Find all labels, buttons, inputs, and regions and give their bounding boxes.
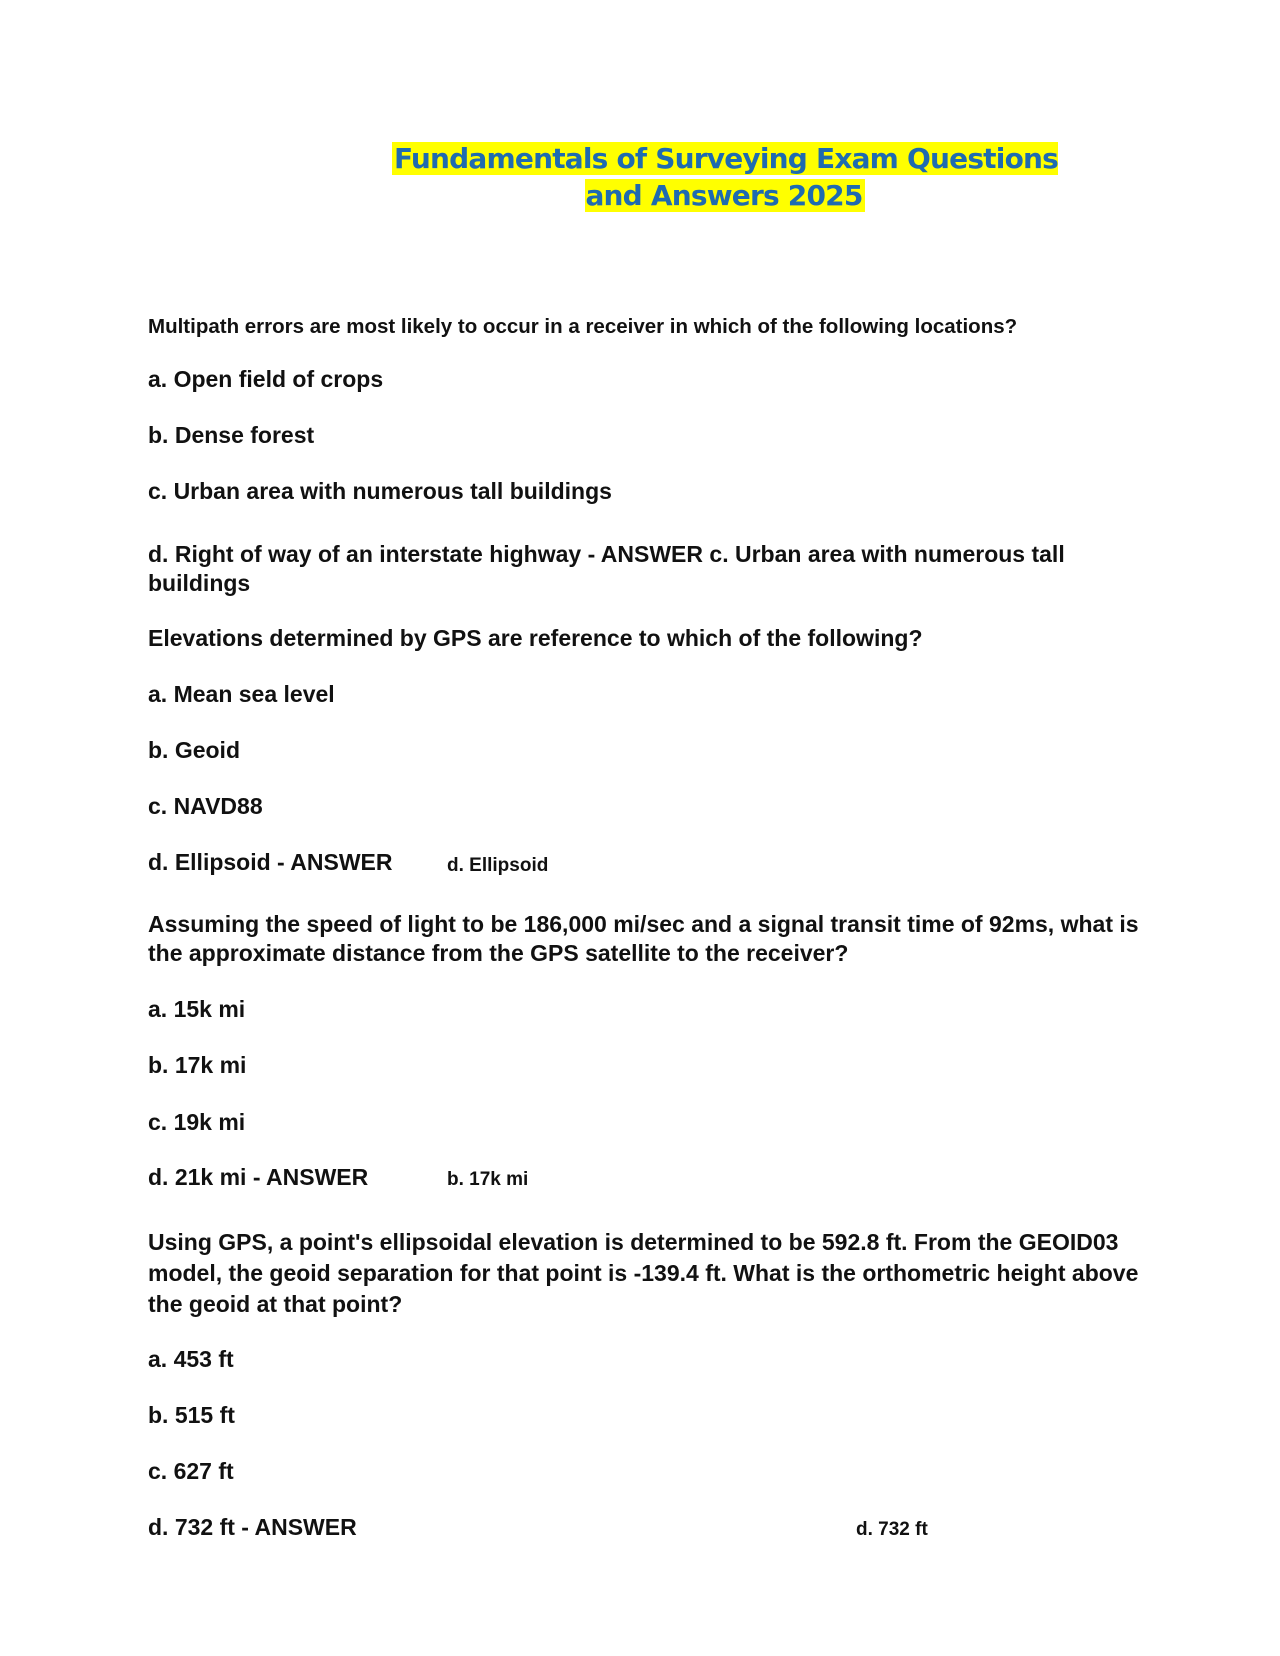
question-4-option-d: d. 732 ft - ANSWER xyxy=(148,1514,357,1540)
question-1-option-b: b. Dense forest xyxy=(148,422,315,448)
question-1-option-d-answer: d. Right of way of an interstate highway - ANSWER c. Urban area with numerous tall buildings xyxy=(148,541,1065,596)
question-4-text: Using GPS, a point's ellipsoidal elevation is determined to be 592.8 ft. From the GEOID03 model, the geoid separation for that point is -139.4 ft. What is the orthometric height above the geoid at that point? xyxy=(148,1229,1139,1317)
question-1-option-a: a. Open field of crops xyxy=(148,366,384,392)
question-4-option-a: a. 453 ft xyxy=(148,1346,234,1372)
question-3-option-a: a. 15k mi xyxy=(148,996,246,1022)
question-2-answer: d. Ellipsoid xyxy=(447,855,549,876)
question-3-option-c: c. 19k mi xyxy=(148,1109,246,1135)
document-title: Fundamentals of Surveying Exam Questions and Answers 2025 xyxy=(393,142,1059,212)
question-1-option-c: c. Urban area with numerous tall buildings xyxy=(148,478,612,504)
question-4-option-b: b. 515 ft xyxy=(148,1402,235,1428)
question-4-option-c: c. 627 ft xyxy=(148,1458,234,1484)
question-2-option-d: d. Ellipsoid - ANSWER xyxy=(148,849,393,875)
question-3-text: Assuming the speed of light to be 186,000 mi/sec and a signal transit time of 92ms, what is the approximate distance from the GPS satellite to the receiver? xyxy=(148,911,1139,966)
question-2-option-a: a. Mean sea level xyxy=(148,681,335,707)
question-2-option-b: b. Geoid xyxy=(148,737,240,763)
question-2-text: Elevations determined by GPS are reference to which of the following? xyxy=(148,625,923,651)
question-3-option-d: d. 21k mi - ANSWER xyxy=(148,1164,369,1190)
question-2-option-c: c. NAVD88 xyxy=(148,793,263,819)
question-3-option-b: b. 17k mi xyxy=(148,1052,247,1078)
question-3-answer: b. 17k mi xyxy=(447,1169,529,1190)
question-4-answer: d. 732 ft xyxy=(856,1519,928,1540)
question-1-text: Multipath errors are most likely to occur in a receiver in which of the following locations? xyxy=(148,315,1018,338)
